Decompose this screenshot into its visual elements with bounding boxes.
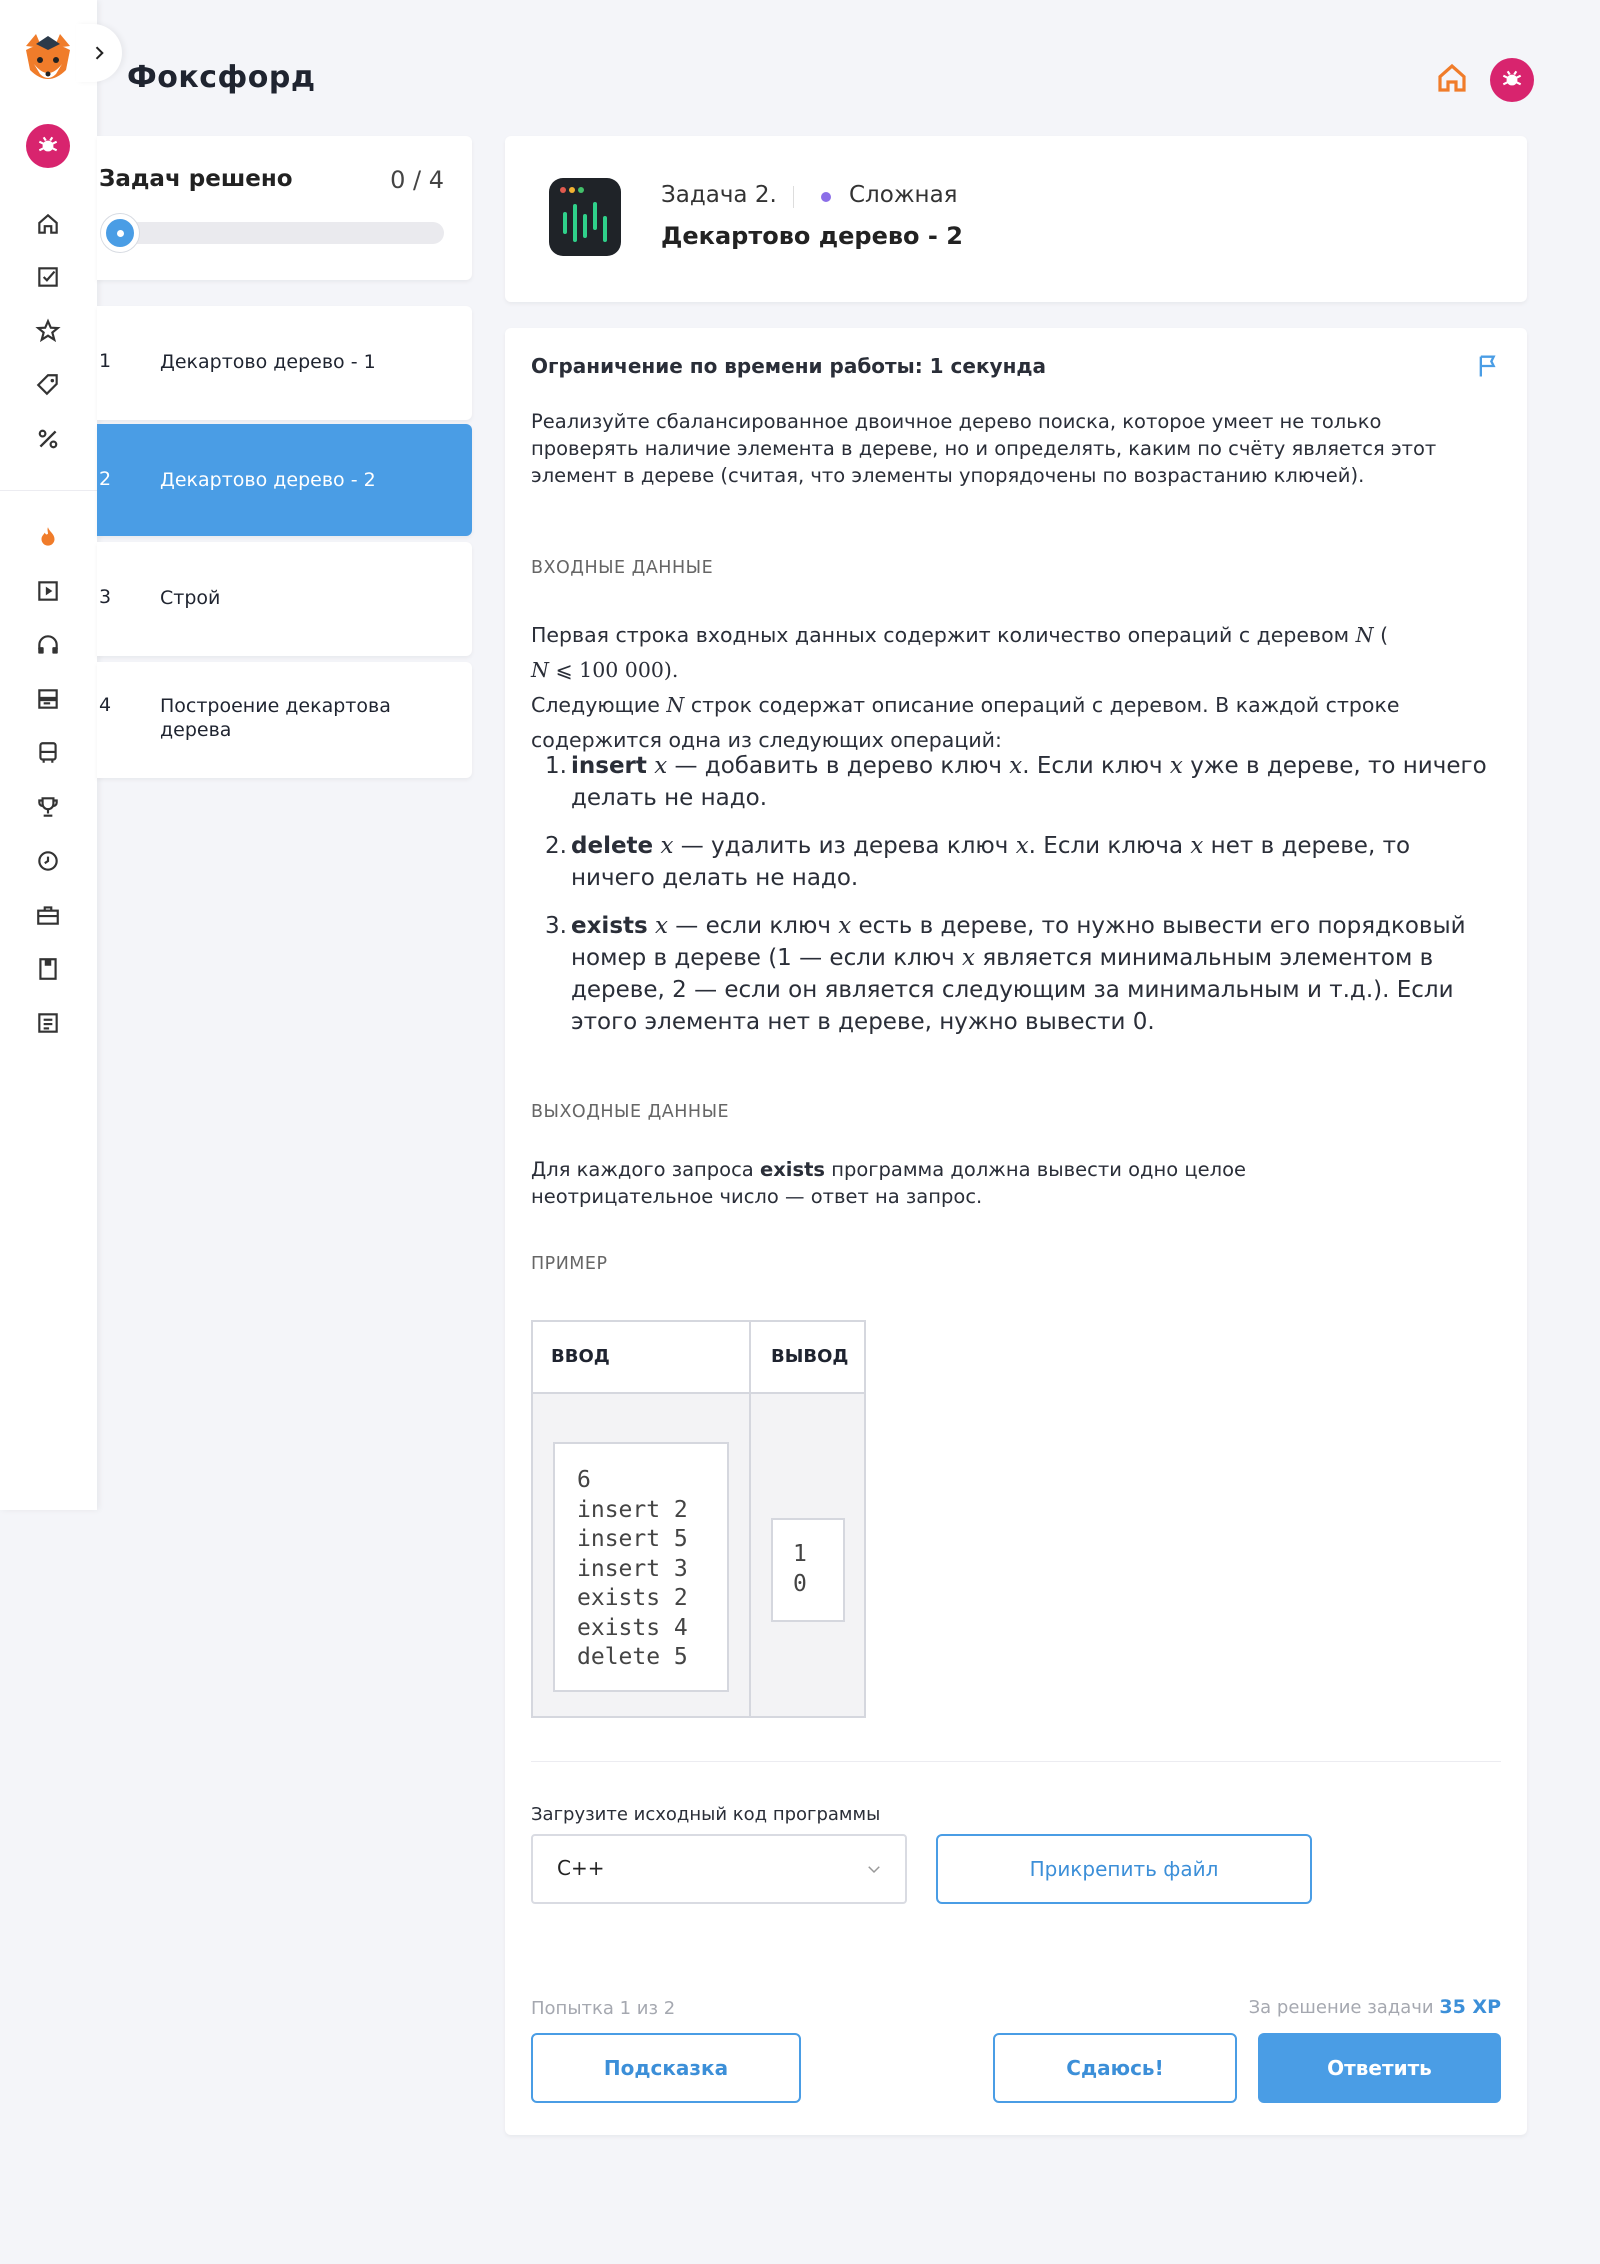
problem-intro: Реализуйте сбалансированное двоичное дерево поиска, которое умеет не только проверять наличие элемента в дереве, но и определять, каким по счёту является этот элемент в дереве (считая, что элементы упорядочены по возрастанию ключей). [531, 410, 1437, 487]
operation-text: . Если ключа [1028, 833, 1191, 859]
progress-card [97, 136, 472, 280]
math-var: N [531, 658, 549, 682]
layers-icon[interactable] [33, 684, 63, 714]
difficulty-dot-icon [821, 192, 831, 202]
task-title: Построение декартова дерева [160, 695, 391, 741]
task-header-card [505, 136, 1527, 302]
chevron-right-icon [89, 43, 109, 63]
operation-text: — добавить в дерево ключ [667, 753, 1010, 779]
time-limit: Ограничение по времени работы: 1 секунда [531, 354, 1047, 378]
task-list-item-1[interactable] [97, 306, 472, 420]
sample-output[interactable]: 1 0 [771, 1518, 845, 1622]
operation-text: — если ключ [668, 913, 839, 939]
chevron-down-icon [865, 1860, 883, 1878]
math-var: x [962, 945, 976, 971]
tag-icon[interactable] [33, 370, 63, 400]
progress-bar-knob [101, 214, 139, 252]
play-icon[interactable] [33, 576, 63, 606]
task-title: Строй [160, 587, 221, 609]
progress-count: 0 / 4 [390, 166, 444, 194]
sample-table [531, 1320, 866, 1718]
input-text: ( [1380, 623, 1389, 647]
task-list-item-4[interactable] [97, 662, 472, 778]
math-var: x [1169, 753, 1183, 779]
sample-column-divider [749, 1322, 751, 1716]
user-avatar-icon[interactable] [26, 124, 70, 168]
output-caption: ВЫХОДНЫЕ ДАННЫЕ [531, 1102, 730, 1122]
sample-input[interactable]: 6 insert 2 insert 5 insert 3 exists 2 exists 4 delete 5 [553, 1442, 729, 1692]
task-number: 2 [99, 468, 112, 490]
math-var: x [1015, 833, 1029, 859]
task-title: Декартово дерево - 2 [160, 469, 376, 491]
attach-file-button[interactable]: Прикрепить файл [936, 1834, 1312, 1904]
sample-output-header: ВЫВОД [771, 1346, 849, 1367]
operation-number: 2. [545, 833, 567, 859]
clock-icon[interactable] [33, 846, 63, 876]
reward-xp: 35 XP [1439, 1996, 1501, 2018]
operation-text: — удалить из дерева ключ [673, 833, 1016, 859]
task-title: Декартово дерево - 1 [160, 351, 376, 373]
progress-bar [101, 222, 444, 244]
difficulty-label: Сложная [849, 182, 958, 208]
foxford-logo-icon[interactable] [22, 30, 74, 88]
headphones-icon[interactable] [33, 630, 63, 660]
input-description [531, 618, 1481, 758]
math-var: x [655, 913, 668, 939]
star-icon[interactable] [33, 316, 63, 346]
operation-number: 1. [545, 753, 567, 779]
output-keyword: exists [759, 1158, 825, 1181]
output-text: программа должна вывести одно целое неотрицательное число — ответ на запрос. [531, 1158, 1247, 1208]
math-var: x [1190, 833, 1204, 859]
reward-prefix: За решение задачи [1248, 1997, 1434, 2018]
language-select[interactable] [531, 1834, 907, 1904]
sample-input-header: ВВОД [551, 1346, 610, 1367]
math-var: N [1355, 623, 1374, 647]
operation-text: нет в дереве, то ничего делать не надо. [571, 833, 1411, 891]
section-divider [531, 1761, 1501, 1762]
list-icon[interactable] [33, 1008, 63, 1038]
input-text: Первая строка входных данных содержит количество операций с деревом [531, 623, 1350, 647]
home-icon[interactable] [33, 209, 63, 239]
operation-text: есть в дереве, то нужно вывести его порядковый номер в дереве (1 — если ключ [571, 913, 1466, 971]
operation-text: является минимальным элементом в дереве, 2 — если он является следующим за минимальным и т.д.). Если этого элемента нет в дереве, нужно вывести 0. [571, 945, 1454, 1035]
fire-icon[interactable] [33, 522, 63, 552]
progress-label: Задач решено [99, 166, 293, 192]
operation-text: . Если ключ [1022, 753, 1170, 779]
task-number: 3 [99, 586, 112, 608]
brand-title[interactable]: Фоксфорд [127, 60, 316, 95]
task-name: Декартово дерево - 2 [661, 222, 963, 250]
checklist-icon[interactable] [33, 262, 63, 292]
input-text: ⩽ 100 000). [555, 658, 679, 682]
task-list-item-2[interactable] [97, 424, 472, 536]
notebook-icon[interactable] [33, 954, 63, 984]
icon-rail [0, 0, 97, 1510]
report-flag-icon[interactable] [1475, 352, 1503, 380]
input-caption: ВХОДНЫЕ ДАННЫЕ [531, 558, 714, 578]
operation-text: уже в дереве, то ничего делать не надо. [571, 753, 1487, 811]
math-var: x [838, 913, 852, 939]
input-text: строк содержат описание операций с деревом. В каждой строке содержится одна из следующих операций: [531, 693, 1400, 752]
rail-divider [0, 490, 97, 491]
task-statement-card [505, 328, 1527, 2135]
operation-keyword: exists [571, 913, 648, 939]
operation-keyword: delete [571, 833, 654, 859]
upload-label: Загрузите исходный код программы [531, 1804, 881, 1825]
math-var: N [666, 693, 685, 717]
answer-button[interactable]: Ответить [1258, 2033, 1501, 2103]
home-icon[interactable] [1436, 62, 1468, 94]
math-var: x [1009, 753, 1023, 779]
math-var: x [660, 833, 674, 859]
task-number: 1 [99, 350, 112, 372]
trophy-icon[interactable] [33, 792, 63, 822]
attempt-counter: Попытка 1 из 2 [531, 1998, 676, 2019]
user-avatar-icon[interactable] [1490, 58, 1534, 102]
give-up-button[interactable]: Сдаюсь! [993, 2033, 1237, 2103]
reward-info [1249, 1996, 1501, 2018]
task-number-label: Задача 2. [661, 182, 777, 208]
task-list-item-3[interactable] [97, 542, 472, 656]
sample-caption: ПРИМЕР [531, 1254, 608, 1274]
output-description [531, 1156, 1331, 1210]
task-app-icon [549, 178, 621, 256]
operation-keyword: insert [571, 753, 647, 779]
operation-number: 3. [545, 913, 567, 939]
output-text: Для каждого запроса [531, 1158, 754, 1181]
bus-icon[interactable] [33, 738, 63, 768]
task-number: 4 [99, 694, 112, 716]
input-text: Следующие [531, 693, 660, 717]
briefcase-icon[interactable] [33, 900, 63, 930]
header-divider [793, 186, 794, 208]
language-value: C++ [557, 1856, 605, 1880]
hint-button[interactable]: Подсказка [531, 2033, 801, 2103]
percent-icon[interactable] [33, 424, 63, 454]
math-var: x [654, 753, 668, 779]
expand-sidebar-button[interactable] [76, 24, 122, 82]
